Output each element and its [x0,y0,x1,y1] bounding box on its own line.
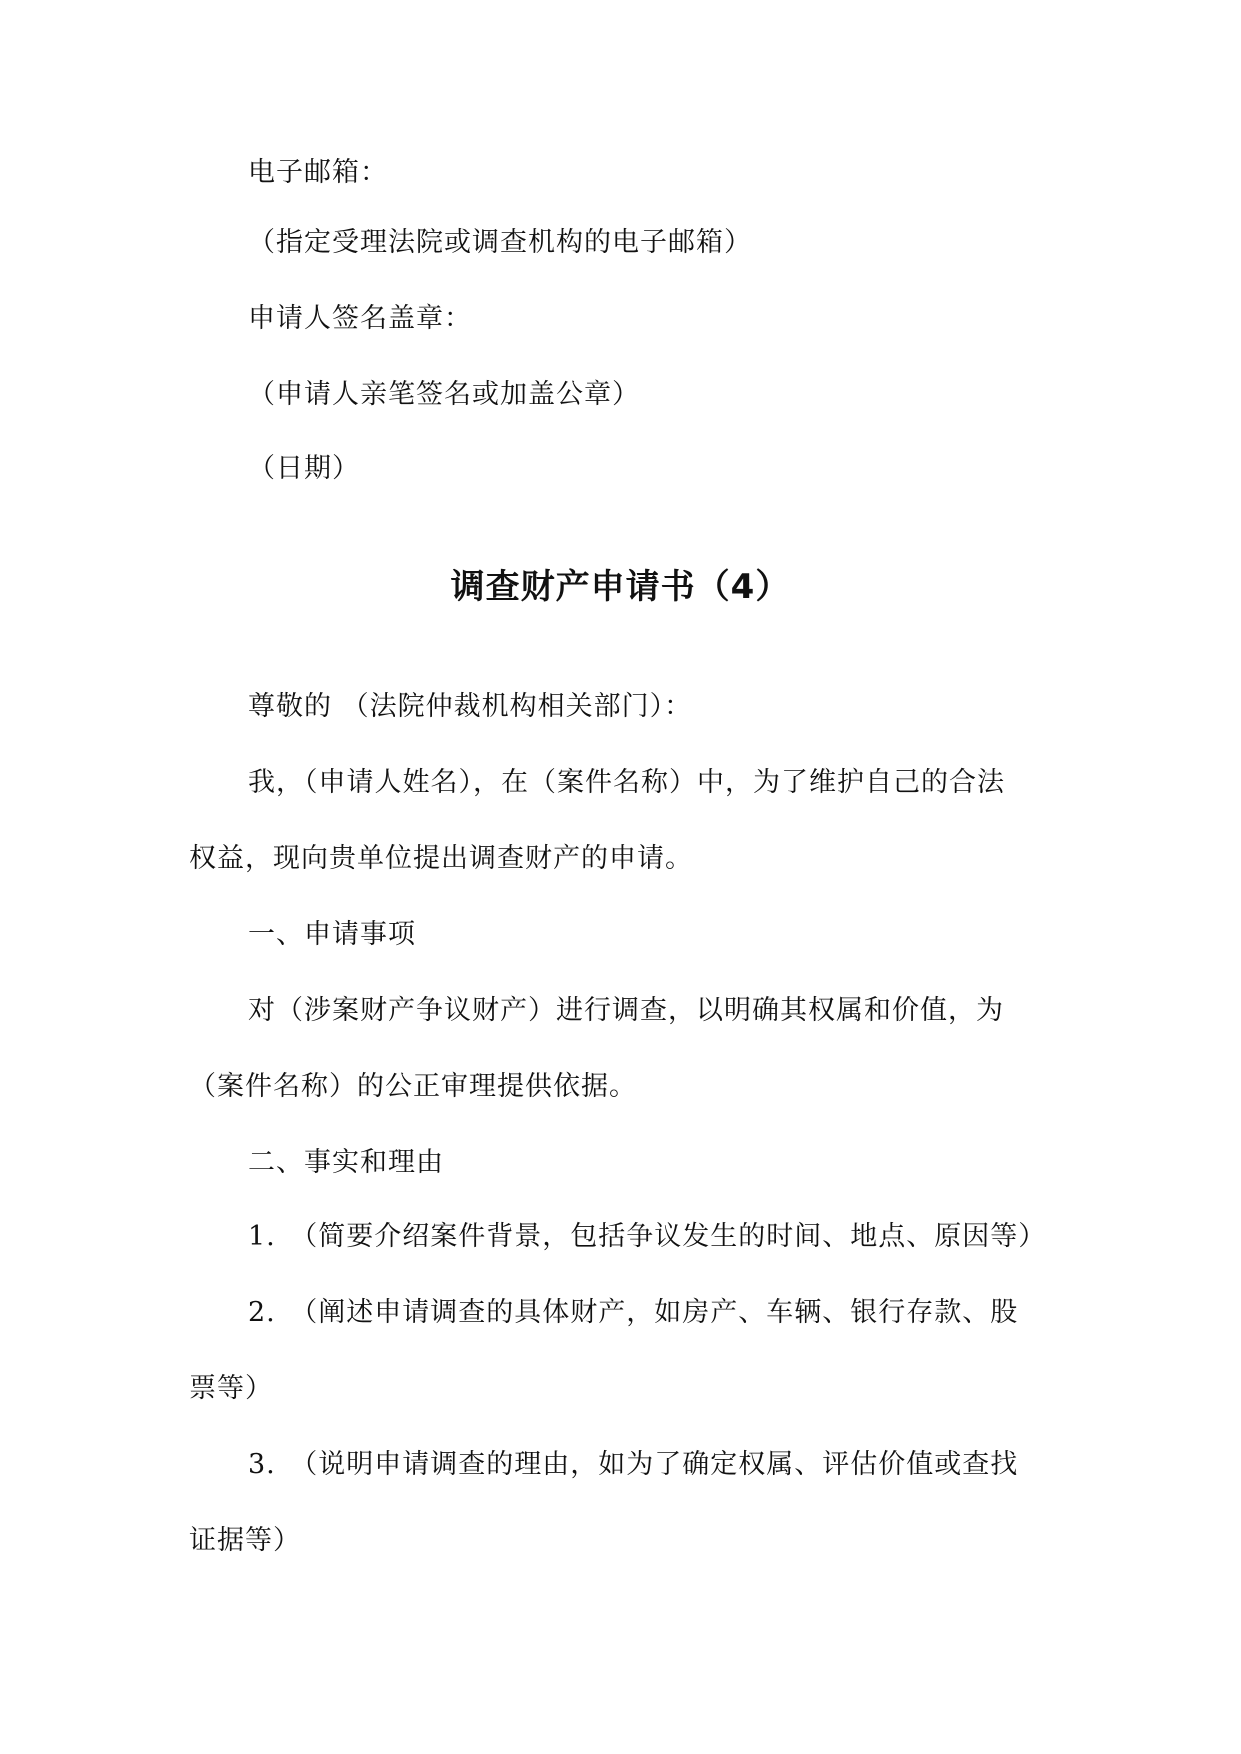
document-title: 调查财产申请书（4） [450,567,791,607]
list-item-2-line-2: 票等） [189,1373,273,1404]
email-label: 电子邮箱： [248,157,388,188]
signature-label: 申请人签名盖章： [248,303,472,334]
list-item-3-line-2: 证据等） [189,1525,301,1556]
intro-line-1: 我，（申请人姓名），在（案件名称）中，为了维护自己的合法 [248,767,1005,798]
signature-note: （申请人亲笔签名或加盖公章） [248,379,640,410]
section-1-heading: 一、申请事项 [248,919,416,950]
list-item-1: 1. （简要介绍案件背景，包括争议发生的时间、地点、原因等） [248,1221,1047,1252]
section-1-line-1: 对（涉案财产争议财产）进行调查，以明确其权属和价值，为 [248,995,1004,1026]
date-note: （日期） [248,453,360,484]
email-note: （指定受理法院或调查机构的电子邮箱） [248,227,752,258]
section-1-line-2: （案件名称）的公正审理提供依据。 [189,1071,637,1102]
list-item-2-line-1: 2. （阐述申请调查的具体财产，如房产、车辆、银行存款、股 [248,1297,1019,1328]
salutation: 尊敬的 （法院仲裁机构相关部门）： [248,691,693,722]
intro-line-2: 权益，现向贵单位提出调查财产的申请。 [189,843,693,874]
list-item-3-line-1: 3. （说明申请调查的理由，如为了确定权属、评估价值或查找 [248,1449,1019,1480]
section-2-heading: 二、事实和理由 [248,1147,444,1178]
